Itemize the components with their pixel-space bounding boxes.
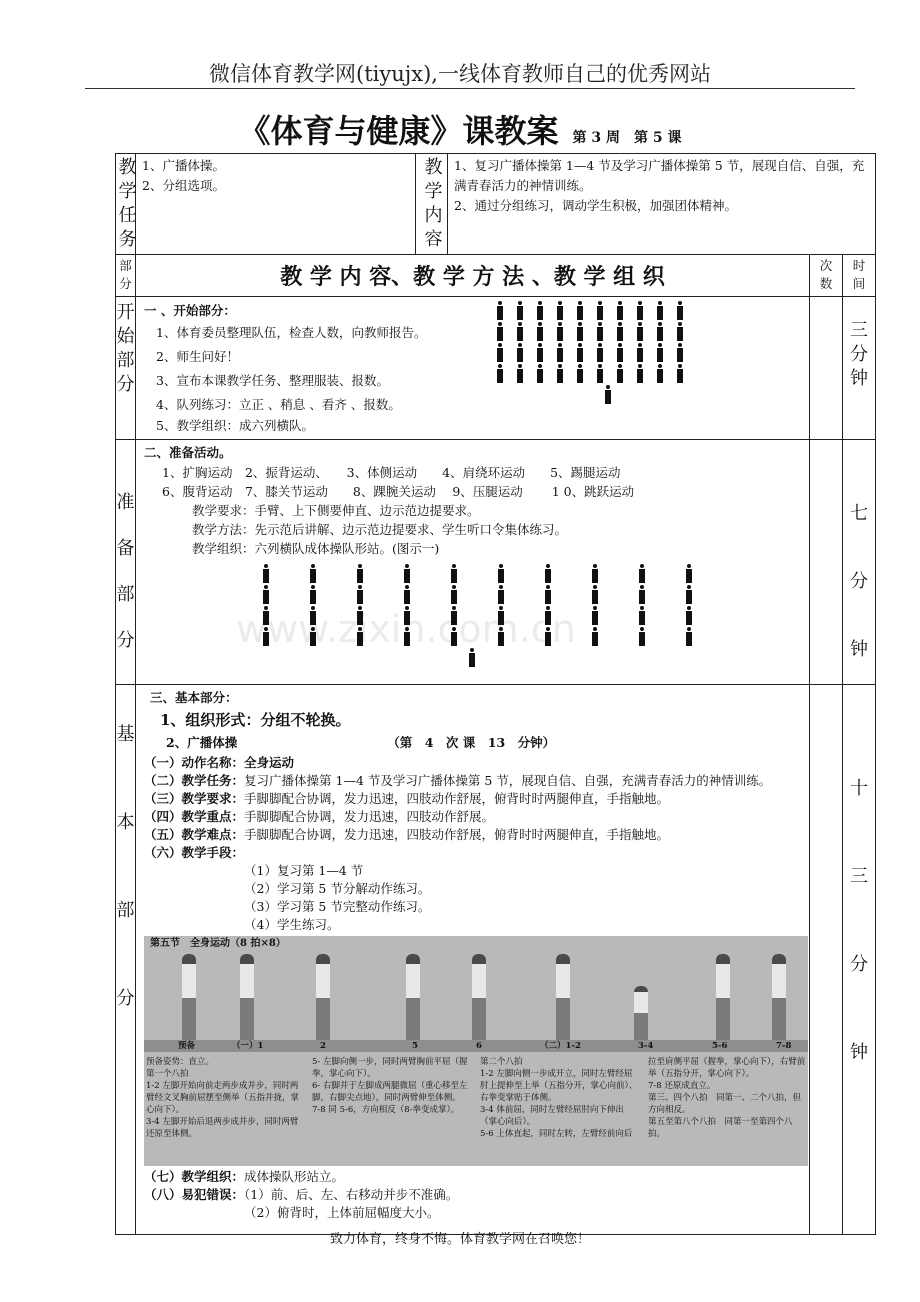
col-time: 时间 bbox=[843, 255, 876, 297]
col-count: 次数 bbox=[810, 255, 843, 297]
start-row bbox=[116, 297, 876, 440]
content-label: 教学内容 bbox=[416, 154, 448, 255]
start-content: 一 、开始部分： 1、体育委员整理队伍，检查人数，向教师报告。 2、师生问好！ 3、宣布本课教学任务、整理服装、报数。 4、队列练习：立正 、稍息 、看齐 、报数。 5、教学组织：成六列横队。 bbox=[136, 297, 810, 440]
column-header-row bbox=[116, 255, 876, 297]
start-label: 开始部分 bbox=[116, 297, 136, 440]
basic-row bbox=[116, 685, 876, 1235]
start-count bbox=[810, 297, 843, 440]
formation-diagram bbox=[496, 299, 684, 410]
basic-time: 十三分钟 bbox=[843, 685, 876, 1235]
basic-count bbox=[810, 685, 843, 1235]
basic-label: 基本部分 bbox=[116, 685, 136, 1235]
page-footer: 致力体育，终身不悔。体育教学网在召唤您！ bbox=[329, 1232, 590, 1247]
teacher-figure-icon bbox=[468, 648, 476, 667]
col-part: 部分 bbox=[116, 255, 136, 297]
warmup-formation bbox=[262, 564, 801, 673]
lesson-table bbox=[115, 153, 876, 1235]
warmup-content: 二、准备活动。 1、扩胸运动 2、振背运动、 3、体侧运动 4、肩绕环运动 5、踢腿运动 6、腹背运动 7、膝关节运动 8、踝腕关运动 9、压腿运动 1 0、跳跃运动 教学要求：手臂、上下侧要伸直、边示范边提要求。 教学方法：先示范后讲解、边示范边提要求、学生听口令集体练习。 教学组织：六列横队成体操队形站。(图示一) bbox=[136, 440, 810, 685]
warmup-time: 七分钟 bbox=[843, 440, 876, 685]
start-time: 三分钟 bbox=[843, 297, 876, 440]
title-main: 《体育与健康》课教案 bbox=[238, 112, 559, 150]
col-content: 教 学 内 容、教 学 方 法 、教 学 组 织 bbox=[136, 255, 810, 297]
task-row bbox=[116, 154, 876, 255]
content-items: 1、复习广播体操第 1—4 节及学习广播体操第 5 节，展现自信、自强，充满青春活力的神情训练。 2、通过分组练习，调动学生积极，加强团体精神。 bbox=[448, 154, 876, 255]
warmup-row bbox=[116, 440, 876, 685]
basic-content: 三、基本部分： 1、组织形式：分组不轮换。 2、广播体操 （第 4 次 课 13 分钟） （一）动作名称：全身运动 （二）教学任务： 复习广播体操第 1—4 节及学习广播体操第 5 节，展现自信、自强，充满青春活力的神情训练。 （三）教学要求：手脚脚配合协调，发力迅速，四肢动作舒展，俯背时时两腿伸直，手指触地。 （四）教学重点：手脚脚配合协调，发力迅速，四肢动作舒展。 （五）教学难点：手脚脚配合协调，发力迅速，四肢动作舒展，俯背时时两腿伸直，手指触地。 （六）教学手段： （1）复习第 1—4 节 （2）学习第 5 节分解动作练习。 （3）学习第 5 节完整动作练习。 （4）学生练习。 第五节 全身运动（8 拍×8） 预备 （一）1 2 5 6 （二）1-2 3-4 5-6 7-8 预备姿势：直立。 第一个八拍 1-2 左脚开始向前走两步成并步，同时两臂经文叉胸前屈摆至侧举（五指并拢，掌心向下）。 3-4 左脚开始后退两步成并步，同时两臂还原至体侧。 5- 左脚向侧一步，同时两臂胸前平屈（握拳，掌心向下）。 6- 右脚并于左脚成两腿微屈（重心移至左脚，右脚尖点地），同时两臂伸至体侧。 7-8 同 5-6，方向相反（8-拳变成掌）。 第二个八拍 1-2 左脚向侧一步成开立，同时左臂经屈肘上提伸至上举（五指分开，掌心向前）、右拳变掌贴于体侧。 3-4 体前屈，同时左臂经屈肘向下伸出（掌心向后）。 5-6 上体直起，同时左转，左臂经前向后 拉至肩侧平屈（握拳，掌心向下），右臂前举（五指分开，掌心向下）。 7-8 还原成直立。 第三、四个八拍 同第一、二个八拍，但方向相反。 第五至第八个八拍 同第一至第四个八拍。 （七）教学组织：成体操队形站立。 （八）易犯错误：（1）前、后、左、右移动并步不准确。 （2）俯背时，上体前屈幅度大小。 www.zixin.com.cn bbox=[136, 685, 810, 1235]
site-header: 微信体育教学网(tiyujx),一线体育教师自己的优秀网站 bbox=[209, 62, 711, 86]
watermark: www.zixin.com.cn bbox=[236, 607, 576, 651]
warmup-label: 准备部分 bbox=[116, 440, 136, 685]
title-week: 第 3 周 第 5 课 bbox=[572, 130, 682, 146]
page-title bbox=[0, 106, 920, 152]
teacher-figure-icon bbox=[604, 385, 612, 404]
warmup-count bbox=[810, 440, 843, 685]
exercise-illustration: 第五节 全身运动（8 拍×8） 预备 （一）1 2 5 6 （二）1-2 3-4 5-6 7-8 预备姿势：直立。 第一个八拍 1-2 左脚开始向前走两步成并步，同时两臂经文叉胸前屈摆至侧举（五指并拢，掌心向下）。 3-4 左脚开始后退两步成并步，同时两臂还原至体侧。 5- 左脚向侧一步，同时两臂胸前平屈（握拳，掌心向下）。 6- 右脚并于左脚成两腿微屈（重心移至左脚，右脚尖点地），同时两臂伸至体侧。 7-8 同 5-6，方向相反（8-拳变成掌）。 第二个八拍 1-2 左脚向侧一步成开立，同时左臂经屈肘上提伸至上举（五指分开，掌心向前）、右拳变掌贴于体侧。 3-4 体前屈，同时左臂经屈肘向下伸出（掌心向后）。 5-6 上体直起，同时左转，左臂经前向后 拉至肩侧平屈（握拳，掌心向下），右臂前举（五指分开，掌心向下）。 7-8 还原成直立。 第三、四个八拍 同第一、二个八拍，但方向相反。 第五至第八个八拍 同第一至第四个八拍。 bbox=[144, 936, 808, 1166]
task-label: 教学任务 bbox=[116, 154, 136, 255]
task-items: 1、广播体操。 2、分组选项。 bbox=[136, 154, 416, 255]
header-divider bbox=[85, 88, 855, 89]
